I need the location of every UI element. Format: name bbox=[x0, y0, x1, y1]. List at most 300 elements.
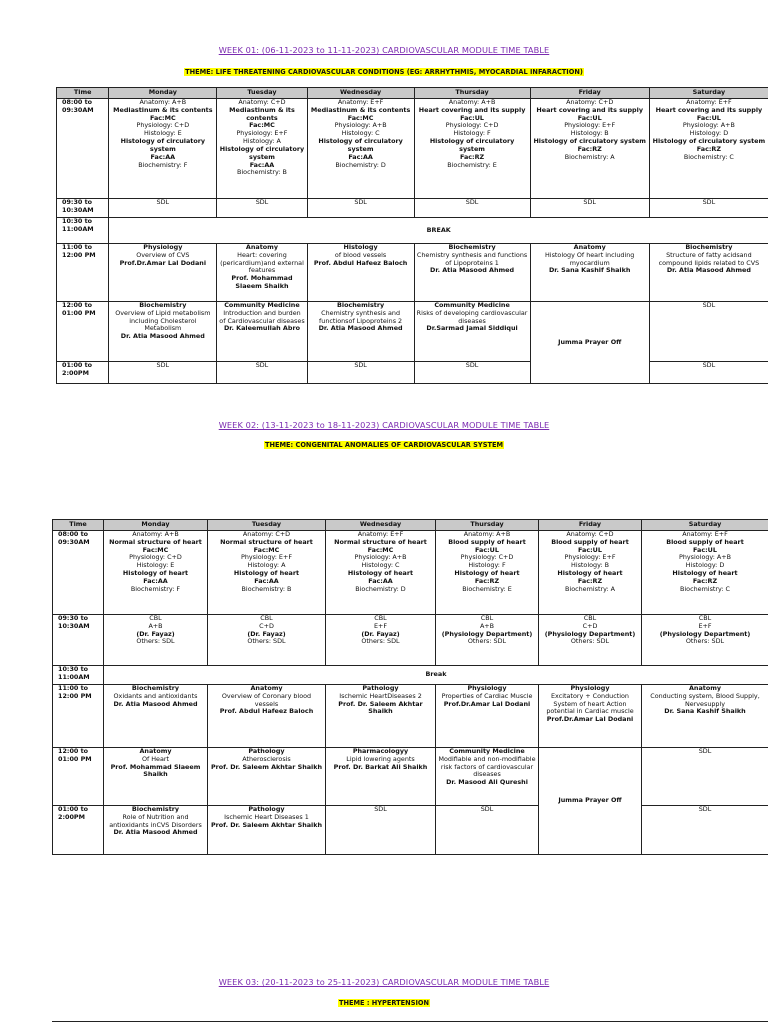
cell-line: Anatomy bbox=[573, 243, 606, 251]
cell-line: SDL bbox=[156, 198, 170, 206]
cell-line: Mediastinum & its contents bbox=[310, 105, 411, 114]
cell-line: CBL bbox=[149, 614, 162, 622]
schedule-cell bbox=[539, 685, 642, 748]
schedule-cell bbox=[208, 615, 326, 666]
cell-line: Prof. Abdul Hafeez Baloch bbox=[219, 707, 314, 716]
cell-line: Overview of Lipid metabolism including Cholesterol Metabolism bbox=[115, 308, 211, 333]
cell-line: Fac:RZ bbox=[692, 576, 718, 585]
cell-line: Fac:RZ bbox=[696, 144, 721, 153]
cell-line: Physiology: E+F bbox=[240, 553, 292, 562]
cell-line: Dr. Atia Masood Ahmed bbox=[430, 266, 515, 275]
cell-line: Chemistry synthesis and functions of Lipoproteins 1 bbox=[416, 250, 528, 267]
cell-line: Histology: A bbox=[242, 137, 281, 146]
cell-line: SDL bbox=[465, 361, 479, 369]
cell-line: Histology of heart bbox=[233, 569, 300, 578]
cell-line: Histology: E bbox=[144, 129, 182, 138]
time-slot: 12:00 to 01:00 PM bbox=[57, 302, 109, 362]
cell-line: Dr. Kaleemullah Abro bbox=[223, 324, 300, 333]
schedule-cell bbox=[217, 99, 307, 199]
cell-line: Anatomy bbox=[139, 747, 172, 755]
cell-line: Others: SDL bbox=[467, 637, 507, 646]
cell-line: Heart: covering (pericardium)and external features bbox=[220, 250, 304, 275]
table-row bbox=[53, 666, 768, 685]
schedule-cell bbox=[217, 362, 307, 384]
cell-line: Jumma Prayer Off bbox=[558, 796, 622, 805]
schedule-cell bbox=[530, 199, 649, 218]
cell-line: Histology: D bbox=[689, 129, 729, 138]
cell-line: A+B bbox=[148, 621, 163, 630]
schedule-cell bbox=[530, 99, 649, 199]
cell-line: Biochemistry bbox=[685, 243, 733, 251]
cell-line: Histology of circulatory system bbox=[219, 144, 305, 161]
cell-line: Anatomy: E+F bbox=[357, 530, 404, 538]
week1-theme: THEME: LIFE THREATENING CARDIOVASCULAR CONDITIONS (EG: ARRHYTHMIS, MYOCARDIAL INFARACTION) bbox=[185, 68, 583, 76]
time-slot: 08:00 to 09:30AM bbox=[53, 531, 104, 615]
cell-line: of blood vessels bbox=[334, 250, 387, 259]
cell-line: Biochemistry: F bbox=[130, 584, 181, 593]
week1-title: WEEK 01: (06-11-2023 to 11-11-2023) CARDIOVASCULAR MODULE TIME TABLE bbox=[218, 45, 550, 55]
cell-line: Chemistry synthesis and functionsof Lipoproteins 2 bbox=[319, 308, 403, 325]
schedule-cell bbox=[649, 244, 768, 302]
cell-line: Heart covering and its supply bbox=[536, 105, 643, 114]
schedule-cell bbox=[208, 806, 326, 855]
cell-line: Histology: C bbox=[361, 561, 400, 570]
column-header: Saturday bbox=[642, 520, 768, 531]
schedule-cell bbox=[649, 302, 768, 362]
cell-line: Dr. Masood Ali Qureshi bbox=[446, 778, 528, 787]
schedule-cell bbox=[307, 244, 414, 302]
break-cell: BREAK bbox=[109, 218, 768, 244]
cell-line: A+B bbox=[479, 621, 495, 630]
time-slot: 12:00 to 01:00 PM bbox=[53, 748, 104, 806]
cell-line: Prof. Dr. Saleem Akhtar Shaikh bbox=[210, 820, 323, 829]
column-header: Monday bbox=[109, 88, 217, 99]
cell-line: E+F bbox=[698, 621, 712, 630]
column-header: Friday bbox=[530, 88, 649, 99]
cell-line: Physiology: C+D bbox=[445, 121, 499, 130]
time-slot: 10:30 to 11:00AM bbox=[53, 666, 104, 685]
schedule-cell bbox=[414, 199, 530, 218]
column-header: Friday bbox=[539, 520, 642, 531]
cell-line: SDL bbox=[354, 198, 367, 206]
column-header: Time bbox=[53, 520, 104, 531]
cell-line: Histology: D bbox=[685, 561, 725, 570]
cell-line: Histology: F bbox=[453, 129, 491, 138]
cell-line: Others: SDL bbox=[570, 637, 610, 646]
cell-line: C+D bbox=[259, 621, 274, 630]
cell-line: SDL bbox=[702, 198, 716, 206]
cell-line: Fac:AA bbox=[368, 576, 393, 585]
table-row bbox=[57, 199, 768, 218]
table-row bbox=[57, 302, 768, 362]
cell-line: Prof. Dr. Saleem Akhtar Shaikh bbox=[338, 699, 423, 716]
cell-line: Histology of circulatory system bbox=[429, 137, 515, 153]
cell-line: Fac:RZ bbox=[577, 144, 602, 153]
cell-line: Lipid lowering agents bbox=[346, 754, 415, 763]
cell-line: Risks of developing cardiovascular diseases bbox=[416, 308, 528, 325]
cell-line: Biochemistry: D bbox=[355, 584, 406, 593]
cell-line: SDL bbox=[354, 361, 367, 369]
cell-line: Dr. Atia Masood Ahmed bbox=[666, 266, 751, 275]
cell-line: Normal structure of heart bbox=[334, 537, 427, 546]
schedule-cell bbox=[414, 362, 530, 384]
cell-line: (Physiology Department) bbox=[544, 629, 636, 638]
cell-line: C+D bbox=[582, 621, 598, 630]
cell-line: Histology: B bbox=[570, 129, 609, 138]
cell-line: Dr. Sana Kashif Shaikh bbox=[548, 266, 631, 275]
schedule-cell bbox=[307, 99, 414, 199]
cell-line: Prof. Abdul Hafeez Baloch bbox=[313, 258, 408, 267]
cell-line: Prof. Dr. Saleem Akhtar Shaikh bbox=[210, 762, 323, 771]
cell-line: SDL bbox=[156, 361, 170, 369]
cell-line: SDL bbox=[583, 198, 596, 206]
cell-line: Biochemistry: A bbox=[565, 584, 615, 593]
column-header: Wednesday bbox=[326, 520, 436, 531]
cell-line: Anatomy: C+D bbox=[566, 98, 614, 106]
schedule-cell bbox=[649, 362, 768, 384]
cell-line: Fac:RZ bbox=[577, 576, 603, 585]
cell-line: Fac:UL bbox=[475, 545, 499, 554]
cell-line: CBL bbox=[698, 614, 712, 622]
cell-line: Fac:RZ bbox=[474, 576, 500, 585]
cell-line: Community Medicine bbox=[224, 301, 300, 309]
schedule-cell bbox=[539, 748, 642, 855]
schedule-cell bbox=[104, 806, 208, 855]
schedule-cell bbox=[208, 531, 326, 615]
schedule-cell bbox=[436, 748, 539, 806]
cell-line: Pathology bbox=[248, 805, 285, 813]
cell-line: Prof. Mohammad Slaeem Shaikh bbox=[110, 762, 201, 779]
cell-line: Anatomy bbox=[245, 243, 278, 251]
schedule-cell bbox=[530, 244, 649, 302]
cell-line: Histology: A bbox=[247, 561, 286, 570]
cell-line: Histology: B bbox=[571, 561, 609, 570]
cell-line: (Dr. Fayaz) bbox=[361, 629, 400, 638]
cell-line: Fac:AA bbox=[348, 152, 373, 161]
schedule-cell bbox=[307, 302, 414, 362]
week3-theme: THEME : HYPERTENSION bbox=[338, 999, 430, 1007]
cell-line: Biochemistry: D bbox=[335, 160, 386, 169]
schedule-cell bbox=[539, 615, 642, 666]
cell-line: Anatomy: A+B bbox=[139, 98, 187, 106]
table-row bbox=[53, 806, 768, 855]
cell-line: Anatomy: E+F bbox=[686, 98, 732, 106]
cell-line: Fac:MC bbox=[249, 121, 275, 130]
schedule-cell bbox=[642, 685, 768, 748]
cell-line: Excitatory + Conduction System of heart Action potential in Cardiac muscle bbox=[546, 691, 634, 716]
week3-table-top-border bbox=[52, 1021, 768, 1022]
cell-line: Dr. Sana Kashif Shaikh bbox=[664, 707, 746, 716]
cell-line: Physiology: A+B bbox=[678, 553, 732, 562]
cell-line: Dr. Atia Masood Ahmed bbox=[120, 332, 205, 341]
cell-line: Histology of heart bbox=[122, 569, 189, 578]
cell-line: Biochemistry: B bbox=[237, 168, 287, 177]
schedule-cell bbox=[307, 362, 414, 384]
week1-timetable bbox=[56, 87, 768, 384]
cell-line: Normal structure of heart bbox=[109, 537, 202, 546]
cell-line: SDL bbox=[465, 198, 479, 206]
schedule-cell bbox=[414, 302, 530, 362]
schedule-cell bbox=[217, 244, 307, 302]
schedule-cell bbox=[104, 615, 208, 666]
cell-line: Anatomy: A+B bbox=[132, 530, 179, 538]
schedule-cell bbox=[109, 99, 217, 199]
cell-line: Physiology: E+F bbox=[564, 553, 616, 562]
cell-line: Histology of circulatory system bbox=[533, 137, 646, 146]
cell-line: Anatomy: C+D bbox=[238, 98, 286, 106]
schedule-cell bbox=[414, 99, 530, 199]
cell-line: Physiology: C+D bbox=[129, 553, 182, 562]
time-slot: 10:30 to 11:00AM bbox=[57, 218, 109, 244]
cell-line: Others: SDL bbox=[247, 637, 286, 646]
schedule-cell bbox=[414, 244, 530, 302]
cell-line: Others: SDL bbox=[361, 637, 400, 646]
cell-line: Fac:AA bbox=[254, 576, 279, 585]
schedule-cell bbox=[326, 615, 436, 666]
cell-line: Physiology: A+B bbox=[334, 121, 387, 130]
cell-line: Heart covering and its supply bbox=[655, 105, 763, 114]
time-slot: 01:00 to 2:00PM bbox=[57, 362, 109, 384]
cell-line: Ischemic HeartDiseases 2 bbox=[339, 691, 422, 700]
cell-line: (Dr. Fayaz) bbox=[247, 629, 286, 638]
schedule-cell bbox=[539, 531, 642, 615]
week2-timetable bbox=[52, 519, 768, 855]
schedule-cell bbox=[307, 199, 414, 218]
cell-line: Dr. Atia Masood Ahmed bbox=[113, 828, 198, 837]
schedule-cell bbox=[326, 531, 436, 615]
time-slot: 09:30 to 10:30AM bbox=[53, 615, 104, 666]
cell-line: Anatomy: E+F bbox=[337, 98, 384, 106]
cell-line: Fac:RZ bbox=[459, 152, 485, 161]
cell-line: Histology: E bbox=[136, 561, 175, 570]
column-header: Tuesday bbox=[217, 88, 307, 99]
cell-line: Dr.Sarmad Jamal Siddiqui bbox=[426, 324, 518, 333]
cell-line: Prof.Dr.Amar Lal Dodani bbox=[119, 258, 207, 267]
cell-line: Prof.Dr.Amar Lal Dodani bbox=[546, 715, 634, 724]
cell-line: Physiology: C+D bbox=[136, 121, 190, 130]
time-slot: 11:00 to 12:00 PM bbox=[53, 685, 104, 748]
cell-line: Ischemic Heart Diseases 1 bbox=[224, 812, 309, 821]
column-header: Thursday bbox=[436, 520, 539, 531]
schedule-cell bbox=[642, 748, 768, 806]
schedule-cell bbox=[217, 302, 307, 362]
column-header: Thursday bbox=[414, 88, 530, 99]
cell-line: Blood supply of heart bbox=[448, 537, 526, 546]
cell-line: Fac:MC bbox=[142, 545, 169, 554]
table-row bbox=[57, 244, 768, 302]
table-row bbox=[57, 362, 768, 384]
schedule-cell bbox=[642, 806, 768, 855]
cell-line: Fac:UL bbox=[577, 113, 602, 122]
cell-line: Properties of Cardiac Muscle bbox=[441, 691, 533, 700]
cell-line: SDL bbox=[255, 198, 269, 206]
cell-line: Community Medicine bbox=[434, 301, 510, 309]
cell-line: (Physiology Department) bbox=[659, 629, 751, 638]
cell-line: CBL bbox=[480, 614, 494, 622]
schedule-cell bbox=[326, 806, 436, 855]
table-row bbox=[53, 748, 768, 806]
cell-line: Overview of Coronary blood vessels bbox=[221, 691, 312, 708]
schedule-cell bbox=[208, 748, 326, 806]
cell-line: Histology of circulatory system bbox=[120, 137, 206, 153]
cell-line: Prof.Dr.Amar Lal Dodani bbox=[443, 699, 531, 708]
schedule-cell bbox=[436, 615, 539, 666]
cell-line: Pharmacologyy bbox=[352, 747, 409, 755]
schedule-cell bbox=[530, 302, 649, 384]
cell-line: Others: SDL bbox=[136, 637, 175, 646]
cell-line: SDL bbox=[702, 361, 716, 369]
cell-line: Histology bbox=[343, 243, 378, 251]
cell-line: Role of Nutrition and antioxidants inCVS Disorders bbox=[109, 812, 202, 829]
cell-line: Physiology bbox=[570, 684, 610, 692]
schedule-cell bbox=[326, 685, 436, 748]
cell-line: Pathology bbox=[248, 747, 285, 755]
cell-line: Fac:AA bbox=[150, 152, 176, 161]
break-cell: Break bbox=[104, 666, 768, 685]
table-row bbox=[57, 99, 768, 199]
cell-line: Fac:MC bbox=[347, 113, 374, 122]
cell-line: Anatomy bbox=[688, 684, 722, 692]
cell-line: Jumma Prayer Off bbox=[558, 337, 622, 346]
week2-title: WEEK 02: (13-11-2023 to 18-11-2023) CARDIOVASCULAR MODULE TIME TABLE bbox=[218, 420, 550, 430]
time-slot: 11:00 to 12:00 PM bbox=[57, 244, 109, 302]
cell-line: Anatomy: A+B bbox=[463, 530, 511, 538]
cell-line: Pathology bbox=[362, 684, 399, 692]
schedule-cell bbox=[649, 99, 768, 199]
schedule-cell bbox=[109, 199, 217, 218]
cell-line: Biochemistry bbox=[131, 684, 180, 692]
cell-line: Others: SDL bbox=[685, 637, 725, 646]
time-slot: 01:00 to 2:00PM bbox=[53, 806, 104, 855]
column-header: Monday bbox=[104, 520, 208, 531]
cell-line: Conducting system, Blood Supply, Nervesupply bbox=[650, 691, 760, 708]
cell-line: SDL bbox=[480, 805, 494, 813]
schedule-cell bbox=[109, 302, 217, 362]
column-header: Time bbox=[57, 88, 109, 99]
schedule-cell bbox=[109, 362, 217, 384]
cell-line: Physiology: C+D bbox=[460, 553, 514, 562]
cell-line: Anatomy: C+D bbox=[566, 530, 614, 538]
cell-line: Histology Of heart including myocardium bbox=[545, 250, 635, 267]
week2-theme: THEME: CONGENITAL ANOMALIES OF CARDIOVASCULAR SYSTEM bbox=[264, 441, 504, 449]
cell-line: (Dr. Fayaz) bbox=[136, 629, 175, 638]
cell-line: Atherosclerosis bbox=[242, 754, 291, 763]
cell-line: Fac:UL bbox=[696, 113, 721, 122]
cell-line: SDL bbox=[374, 805, 387, 813]
cell-line: Physiology: A+B bbox=[682, 121, 735, 130]
cell-line: Anatomy bbox=[250, 684, 283, 692]
table-row bbox=[53, 615, 768, 666]
cell-line: Of Heart bbox=[141, 754, 170, 763]
cell-line: Dr. Atia Masood Ahmed bbox=[318, 324, 403, 333]
cell-line: Fac:MC bbox=[367, 545, 394, 554]
cell-line: Prof. Mohammad Slaeem Shaikh bbox=[231, 274, 293, 291]
cell-line: Physiology: E+F bbox=[564, 121, 616, 130]
week3-title: WEEK 03: (20-11-2023 to 25-11-2023) CARDIOVASCULAR MODULE TIME TABLE bbox=[218, 977, 550, 987]
column-header: Saturday bbox=[649, 88, 768, 99]
schedule-cell bbox=[208, 685, 326, 748]
cell-line: Blood supply of heart bbox=[666, 537, 744, 546]
cell-line: Biochemistry bbox=[131, 805, 180, 813]
cell-line: Histology of circulatory system bbox=[652, 137, 766, 146]
cell-line: Physiology: E+F bbox=[236, 129, 288, 138]
cell-line: Biochemistry: E bbox=[462, 584, 512, 593]
table-row bbox=[57, 218, 768, 244]
cell-line: Histology of heart bbox=[454, 569, 520, 578]
cell-line: Dr. Atia Masood Ahmed bbox=[113, 699, 198, 708]
schedule-cell bbox=[326, 748, 436, 806]
cell-line: Physiology: A+B bbox=[354, 553, 407, 562]
cell-line: Anatomy: C+D bbox=[242, 530, 291, 538]
schedule-cell bbox=[642, 531, 768, 615]
cell-line: Fac:UL bbox=[578, 545, 602, 554]
schedule-cell bbox=[436, 685, 539, 748]
cell-line: Fac:AA bbox=[249, 160, 275, 169]
cell-line: Fac:MC bbox=[149, 113, 176, 122]
cell-line: CBL bbox=[260, 614, 273, 622]
cell-line: Mediastinum & its contents bbox=[113, 105, 213, 114]
time-slot: 09:30 to 10:30AM bbox=[57, 199, 109, 218]
schedule-cell bbox=[649, 199, 768, 218]
schedule-cell bbox=[436, 531, 539, 615]
cell-line: Fac:UL bbox=[460, 113, 485, 122]
cell-line: Biochemistry bbox=[139, 301, 187, 309]
schedule-cell bbox=[642, 615, 768, 666]
cell-line: Biochemistry: B bbox=[241, 584, 292, 593]
cell-line: SDL bbox=[255, 361, 269, 369]
cell-line: Biochemistry bbox=[448, 243, 496, 251]
cell-line: Modifiable and non-modifiable risk factors of cardiovascular diseases bbox=[438, 754, 536, 779]
cell-line: Biochemistry bbox=[337, 301, 385, 309]
cell-line: Biochemistry: F bbox=[138, 160, 188, 169]
cell-line: Prof. Dr. Barkat Ali Shaikh bbox=[333, 762, 428, 771]
cell-line: SDL bbox=[698, 747, 712, 755]
cell-line: CBL bbox=[374, 614, 387, 622]
cell-line: CBL bbox=[583, 614, 597, 622]
cell-line: Histology of circulatory system bbox=[318, 137, 403, 153]
schedule-cell bbox=[436, 806, 539, 855]
cell-line: (Physiology Department) bbox=[441, 629, 533, 638]
cell-line: Fac:MC bbox=[253, 545, 280, 554]
schedule-cell bbox=[104, 748, 208, 806]
cell-line: Biochemistry: C bbox=[680, 584, 730, 593]
cell-line: Fac:AA bbox=[143, 576, 168, 585]
table-row bbox=[53, 685, 768, 748]
cell-line: Fac:UL bbox=[693, 545, 717, 554]
cell-line: Anatomy: E+F bbox=[682, 530, 728, 538]
column-header: Tuesday bbox=[208, 520, 326, 531]
cell-line: Physiology bbox=[467, 684, 507, 692]
cell-line: Anatomy: A+B bbox=[448, 98, 496, 106]
cell-line: Oxidants and antioxidants bbox=[113, 691, 198, 700]
cell-line: Biochemistry: C bbox=[683, 152, 734, 161]
schedule-cell bbox=[104, 685, 208, 748]
cell-line: Normal structure of heart bbox=[220, 537, 313, 546]
cell-line: Biochemistry: E bbox=[447, 160, 497, 169]
cell-line: E+F bbox=[373, 621, 388, 630]
cell-line: Heart covering and its supply bbox=[418, 105, 526, 114]
cell-line: SDL bbox=[698, 805, 712, 813]
cell-line: Histology of heart bbox=[557, 569, 623, 578]
schedule-cell bbox=[104, 531, 208, 615]
cell-line: Structure of fatty acidsand compound lipids related to CVS bbox=[658, 250, 760, 267]
cell-line: Physiology bbox=[143, 243, 183, 251]
cell-line: Blood supply of heart bbox=[551, 537, 629, 546]
cell-line: Histology: C bbox=[341, 129, 380, 138]
cell-line: SDL bbox=[702, 301, 716, 309]
cell-line: Histology of heart bbox=[672, 569, 738, 578]
cell-line: Histology of heart bbox=[347, 569, 414, 578]
